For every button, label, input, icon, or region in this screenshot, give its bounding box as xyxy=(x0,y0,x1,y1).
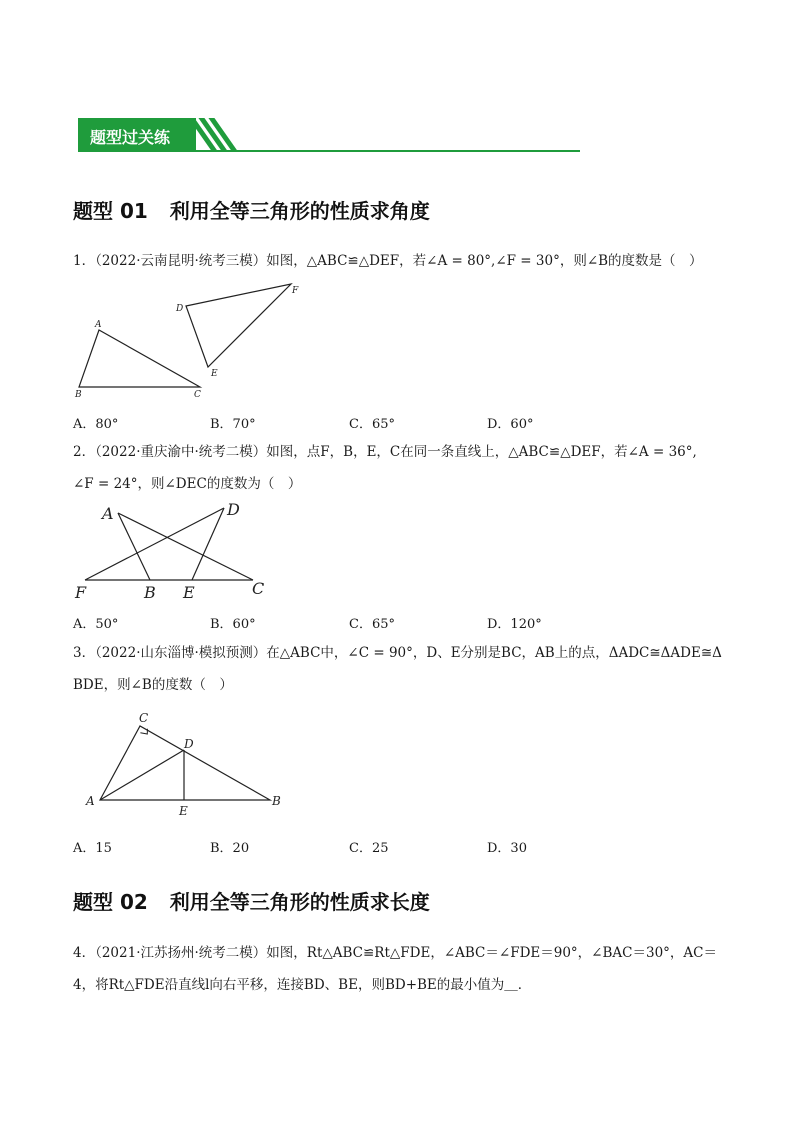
question-4-text-line1: 4．（2021·江苏扬州·统考二模）如图，Rt△ABC≌Rt△FDE，∠ABC＝∠FDE＝90°，∠BAC＝30°，AC＝ xyxy=(73,945,717,961)
vertex-label: D xyxy=(184,737,194,751)
vertex-label: A xyxy=(95,320,102,330)
vertex-label: F xyxy=(292,286,299,296)
segment-de xyxy=(192,508,224,580)
section-heading-2 xyxy=(73,886,430,915)
option-c[interactable]: C．65° xyxy=(349,617,395,632)
vertex-label: C xyxy=(194,390,201,400)
option-b[interactable]: B．20 xyxy=(210,841,250,856)
option-d[interactable]: D．120° xyxy=(487,617,542,632)
option-c[interactable]: C．65° xyxy=(349,417,395,432)
section-label: 题型 01 xyxy=(73,199,148,223)
option-a[interactable]: A．15 xyxy=(73,841,112,856)
banner-underline xyxy=(78,150,580,152)
question-2-text-line1: 2．（2022·重庆渝中·统考二模）如图，点F，B，E，C在同一条直线上，△ABC≌△DEF，若∠A = 36°, xyxy=(73,444,697,460)
section-banner xyxy=(78,118,580,154)
question-2-figure xyxy=(70,500,280,605)
vertex-label: E xyxy=(183,583,195,602)
vertex-label: F xyxy=(75,583,87,602)
question-4-text-line2: 4，将Rt△FDE沿直线l向右平移，连接BD、BE，则BD+BE的最小值为＿． xyxy=(73,977,532,993)
segment-ac xyxy=(118,513,253,580)
section-title: 利用全等三角形的性质求长度 xyxy=(169,890,430,914)
section-label: 题型 02 xyxy=(73,890,148,914)
triangle-def xyxy=(186,284,291,367)
option-d[interactable]: D．30 xyxy=(487,841,527,856)
banner-title: 题型过关练 xyxy=(90,128,171,147)
vertex-label: D xyxy=(227,500,240,519)
vertex-label: B xyxy=(75,390,82,400)
vertex-label: C xyxy=(139,711,149,725)
vertex-label: B xyxy=(144,583,156,602)
vertex-label: E xyxy=(179,804,188,818)
vertex-label: C xyxy=(252,579,265,598)
question-1-text: 1．（2022·云南昆明·统考三模）如图，△ABC≌△DEF，若∠A = 80°,∠F = 30°，则∠B的度数是（ ） xyxy=(73,253,703,269)
question-3-text-line2: BDE，则∠B的度数（ ） xyxy=(73,677,233,693)
segment-ad xyxy=(100,750,184,800)
option-a[interactable]: A．80° xyxy=(73,417,119,432)
section-heading-1 xyxy=(73,195,430,224)
triangle-abc xyxy=(79,330,200,387)
question-1-figure xyxy=(70,280,340,405)
question-3-text-line1: 3．（2022·山东淄博·模拟预测）在△ABC中，∠C = 90°，D、E分别是BC，AB上的点，ΔADC≅ΔADE≅Δ xyxy=(73,645,722,661)
option-b[interactable]: B．60° xyxy=(210,617,256,632)
question-2-text-line2: ∠F = 24°，则∠DEC的度数为（ ） xyxy=(73,476,302,492)
vertex-label: E xyxy=(211,369,218,379)
vertex-label: D xyxy=(176,304,184,314)
vertex-label: B xyxy=(272,794,281,808)
question-3-figure xyxy=(80,708,300,823)
vertex-label: A xyxy=(86,794,95,808)
option-d[interactable]: D．60° xyxy=(487,417,534,432)
option-a[interactable]: A．50° xyxy=(73,617,119,632)
vertex-label: A xyxy=(102,504,114,523)
section-title: 利用全等三角形的性质求角度 xyxy=(169,199,430,223)
option-b[interactable]: B．70° xyxy=(210,417,256,432)
segment-ab xyxy=(118,513,150,580)
option-c[interactable]: C．25 xyxy=(349,841,389,856)
